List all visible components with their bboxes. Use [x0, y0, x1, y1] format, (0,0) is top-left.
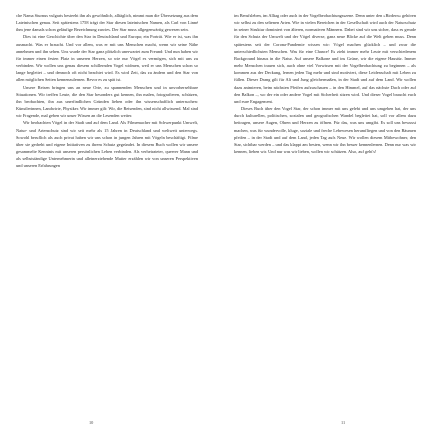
paragraph: Wir beobachten Vögel in der Stadt und auf dem Land. Als Filmemacher mit Schwerpunkt Umwelt, Natur- und Artenschutz sind wir seit mehr als 15 Jahren in Deutschland und weltweit unterwegs. Sowohl beruflich als auch privat haben wir uns schon in jungen Jahren mit Vögeln beschäftigt. Filme über sie gedreht und eigene Initiativen zu ihrem Schutz gegründet. In diesem Buch wollen wir unsere gesammelte Kenntnis mit unseren persönlichen Leben verbinden. Als verheirateter, queerer Mann und als selbstständige Unternehmerin und alleinerziehende Mutter erzählen wir von unseren Perspektiven und unseren Erfahrungen: [16, 120, 198, 169]
paragraph: im Berufsleben, im Alltag oder auch in der Vogelbeobachtungsszene. Denn unter den »Birdern« gehören wir selbst zu den seltenen Arten. Wie in vielen Bereichen in der Gesellschaft wird auch der Naturschutz in seiner Struktur dominiert von älteren, normativen Männern. Dabei sind wir uns sicher, dass es gerade für den Schutz der Umwelt und der Vögel diverse, ganz neue Blicke auf die Welt geben muss. Denn spätestens seit der Corona-Pandemie wissen wir: Vögel machen glücklich – und zwar die unterschiedlichsten Menschen. Was für eine Chance! Es zieht immer mehr Leute mit verschiedenem Background hinaus in die Natur. Auf unsere Balkone und ins Grüne, wir die eigene Haustür. Immer mehr Menschen trauen sich, auch ohne viel Vorwissen mit der Vogelbeobachtung zu beginnen – als kommen aus der Deckung, lernen jeden Tag mehr und sind motiviert, diese Leidenschaft mit Leben zu füllen. Dieser Drang gilt für Alt und Jung gleichermaßen, in der Stadt und auf dem Land. Wir wollen dazu animieren, beim nächsten Pfeifen aufzuschauen – in den Himmel, auf das nächste Dach oder auf den Balkon –, wo der ein oder andere Vogel mit Sicherheit sitzen wird. Und dieser Vogel braucht euch und eure Engagement.: [234, 13, 416, 104]
left-page: [16, 12, 198, 169]
paragraph: Unsere Reisen bringen uns an neue Orte, zu spannenden Menschen und in unvorhersehbare Situationen. Wir treffen Leute, die den Star besonders gut kennen, ihn malen, fotografieren, schützen, ihn beobachten, ihn aus unerfindlichen Gründen lieben oder ihn wissenschaftlich untersuchen: Künstlerinnen, Landwirte, Physiker. Wir immer gilt: Wir, die Reisenden, sind nicht allwissend. Mal sind wir Fragende, mal geben wir unser Wissen an die Lesenden weiter.: [16, 84, 198, 119]
page-number-right: 11: [341, 420, 346, 425]
right-page: [234, 12, 416, 155]
paragraph: Dies ist eine Geschichte über den Star in Deutschland und Europa; ein Porträt. Wie er ist, was ihn ausmacht. Was er braucht. Und vor allem, was er mit uns Menschen macht, wenn wir seine Nähe annehmen und ihn sehen. Uns wurde der Star ganz plötzlich unerwartet zum Freund: Und nun haben wir für immer einen festen Platz in unseren Herzen, so wie nur Vögel es vermögen, sich mit uns zu verbinden. Wir wollen uns genau diesem schillernden Vogel widmen, weil er uns Menschen schon so lange begleitet – und dennoch oft nicht beachtet wird. Es wird Zeit, das zu ändern und den Star von allen möglichen Seiten kennenzulernen. Bevor es zu spät ist.: [16, 34, 198, 83]
page-number-left: 10: [89, 420, 94, 425]
paragraph: che Nama Sturnus vulgaris besteeht ihn als gewöhnlich, alltäglich, nimmt man die Übersetzung aus dem Lateinischen genau. Seit spätestens 1758 trägt der Star diesen lateinischen Namen, als Carl von Linné ihm jene damals schon geläufige Bezeichnung zuwies. Der Star muss allgegenwärtig gewesen sein.: [16, 13, 198, 33]
paragraph: Dieses Buch über den Vogel Star, der schon immer mit uns gelebt und uns umgeben hat, der uns durch kulturellen, politischen, sozialen und geografischen Wandel begleitet hat, soll vor allem dazu beitragen, unsere Augen, Ohren und Herzen zu öffnen. Für das, was uns umgibt. Es soll uns bewusst machen, was für wundervolle, kluge, soziale und freche Lebewesen herumfliegen und von den Bäumen pfeifen – in der Stadt und auf dem Land, jeden Tag aufs Neue. Wir wollen diesem Mitbewohner, den Star, sichtbar werden – und das klappt am besten, wenn wir ihn besser kennenlernen. Denn nur was wir kennen, lieben wir. Und nur was wir lieben, wollen wir schützen. Also, auf geht's!: [234, 106, 416, 154]
